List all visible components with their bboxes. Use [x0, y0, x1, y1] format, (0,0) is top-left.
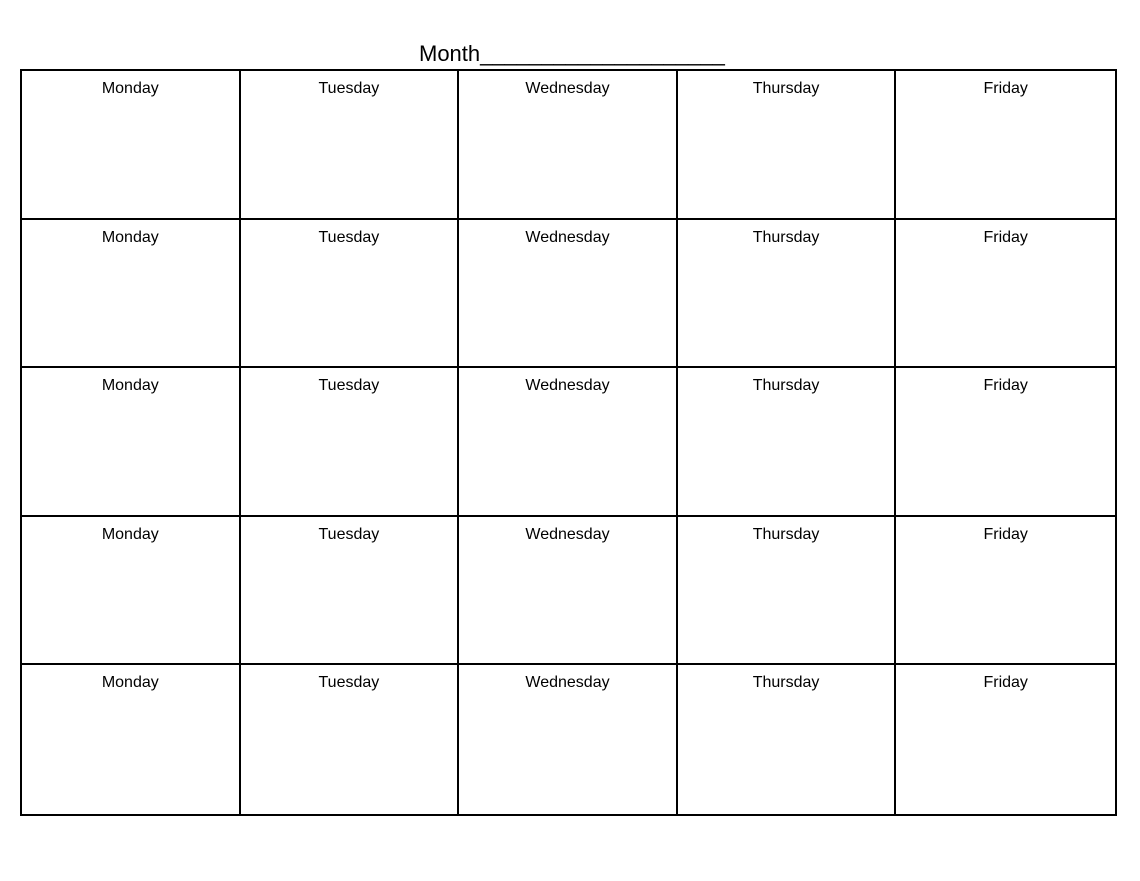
calendar-cell: Monday [22, 368, 241, 517]
calendar-cell: Friday [896, 220, 1115, 369]
calendar-cell: Monday [22, 71, 241, 220]
calendar-cell: Monday [22, 665, 241, 814]
calendar-cell: Thursday [678, 71, 897, 220]
calendar-grid [20, 69, 1117, 816]
calendar-cell: Friday [896, 71, 1115, 220]
calendar-cell: Tuesday [241, 368, 460, 517]
calendar-cell: Wednesday [459, 665, 678, 814]
calendar-cell: Monday [22, 517, 241, 666]
calendar-cell: Thursday [678, 220, 897, 369]
calendar-cell: Monday [22, 220, 241, 369]
calendar-cell: Wednesday [459, 517, 678, 666]
calendar-cell: Thursday [678, 368, 897, 517]
calendar-cell: Tuesday [241, 517, 460, 666]
calendar-cell: Tuesday [241, 665, 460, 814]
calendar-cell: Wednesday [459, 220, 678, 369]
calendar-cell: Wednesday [459, 71, 678, 220]
calendar-cell: Friday [983, 674, 1028, 692]
calendar-cell: Tuesday [241, 71, 460, 220]
calendar-cell: Wednesday [459, 368, 678, 517]
month-title: Month____________________ [419, 41, 725, 66]
calendar-cell: Tuesday [241, 220, 460, 369]
calendar-cell: Friday [896, 517, 1115, 666]
calendar-cell: Thursday [678, 517, 897, 666]
calendar-cell: Thursday [678, 665, 897, 814]
calendar-cell: Friday [896, 368, 1115, 517]
